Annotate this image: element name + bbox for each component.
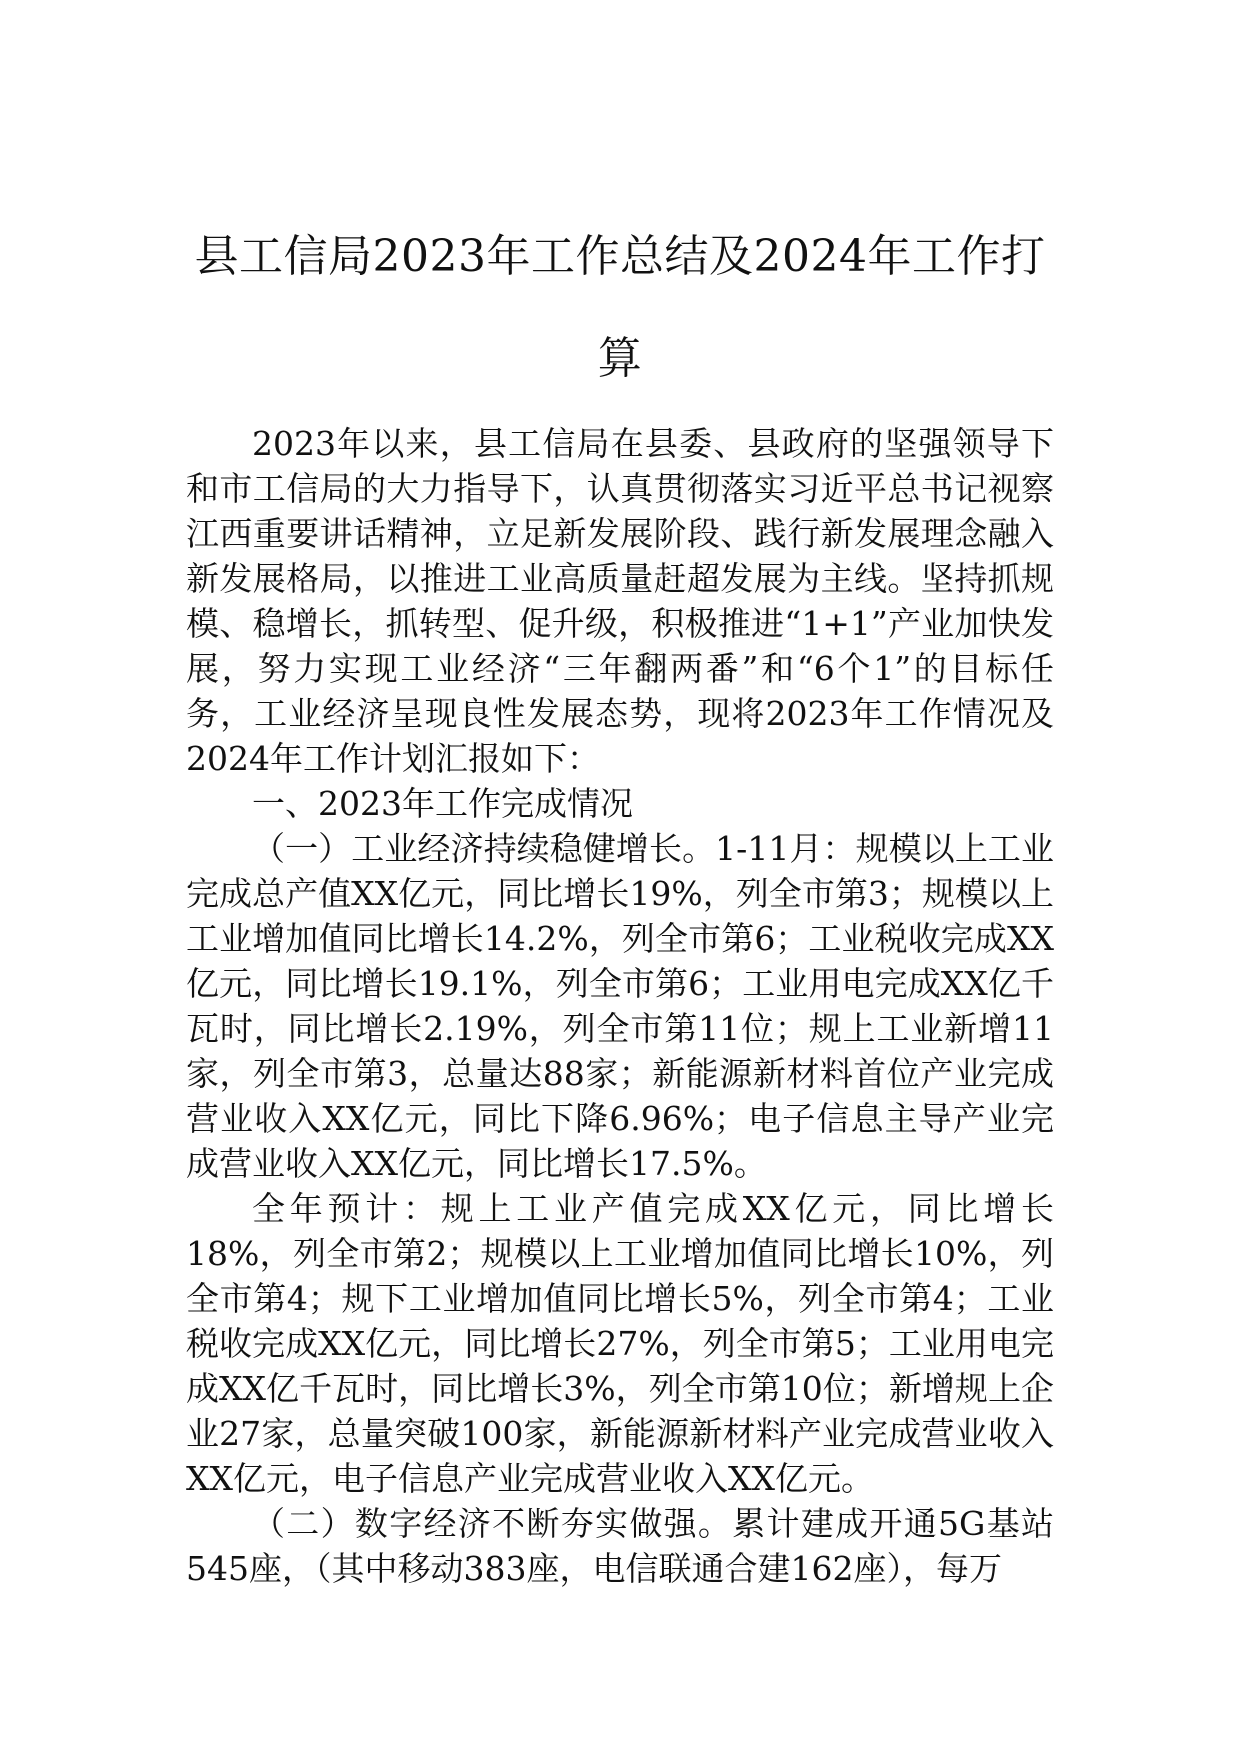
section-heading: 一、2023年工作完成情况 xyxy=(252,784,633,823)
subsection-industrial-economy: （一）工业经济持续稳健增长。1-11月：规模以上工业完成总产值XX亿元，同比增长19%，列全市第3；规模以上工业增加值同比增长14.2%，列全市第6；工业税收完成XX亿元，同比增长19.1%，列全市第6；工业用电完成XX亿千瓦时，同比增长2.19%，列全市第11位；规上工业新增11家，列全市第3，总量达88家；新能源新材料首位产业完成营业收入XX亿元，同比下降6.96%；电子信息主导产业完成营业收入XX亿元，同比增长17.5%。 xyxy=(186,829,1054,1183)
intro-paragraph: 2023年以来，县工信局在县委、县政府的坚强领导下和市工信局的大力指导下，认真贯彻落实习近平总书记视察江西重要讲话精神，立足新发展阶段、践行新发展理念融入新发展格局，以推进工业高质量赶超发展为主线。坚持抓规模、稳增长，抓转型、促升级，积极推进“1+1”产业加快发展，努力实现工业经济“三年翻两番”和“6个1”的目标任务，工业经济呈现良性发展态势，现将2023年工作情况及2024年工作计划汇报如下： xyxy=(186,424,1054,778)
subsection-digital-economy: （二）数字经济不断夯实做强。累计建成开通5G基站545座，（其中移动383座，电信联通合建162座），每万 xyxy=(186,1504,1054,1588)
annual-forecast-paragraph: 全年预计：规上工业产值完成XX亿元，同比增长18%，列全市第2；规模以上工业增加值同比增长10%，列全市第4；规下工业增加值同比增长5%，列全市第4；工业税收完成XX亿元，同比增长27%，列全市第5；工业用电完成XX亿千瓦时，同比增长3%，列全市第10位；新增规上企业27家，总量突破100家，新能源新材料产业完成营业收入XX亿元，电子信息产业完成营业收入XX亿元。 xyxy=(186,1189,1054,1498)
document-title: 县工信局2023年工作总结及2024年工作打算 xyxy=(194,231,1046,384)
document-body xyxy=(186,421,1054,1591)
